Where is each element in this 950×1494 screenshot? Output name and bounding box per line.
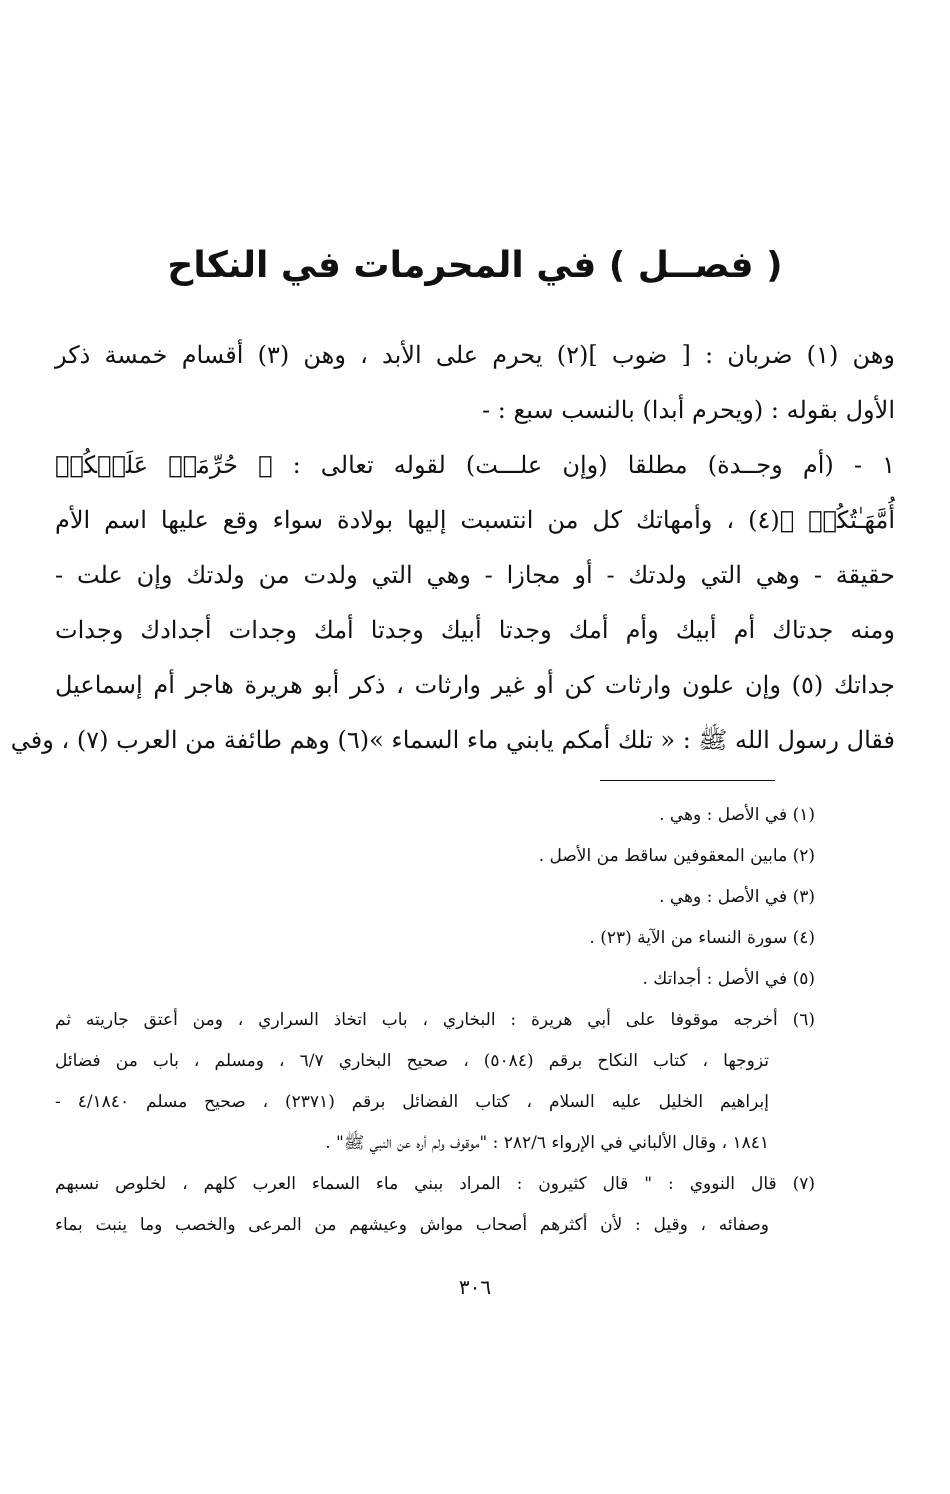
- body-line: فقال رسول الله ﷺ : « تلك أمكم يابني ماء السماء »(٦) وهم طائفة من العرب (٧) ، وفي: [10, 726, 895, 754]
- page-number: ٣٠٦: [458, 1275, 492, 1299]
- section-title: ( فصــل ) في المحرمات في النكاح: [167, 245, 783, 286]
- footnote-line: (٣) في الأصل : وهي .: [659, 887, 815, 907]
- footnote-line: (٥) في الأصل : أجداتك .: [642, 969, 815, 989]
- footnote-line: وصفائه ، وقيل : لأن أكثرهم أصحاب مواش وعيشهم من المرعى والخصب وما ينبت بماء: [55, 1215, 769, 1235]
- footnote-line: (٦) أخرجه موقوفا على أبي هريرة : البخاري ، باب اتخاذ السراري ، ومن أعتق جاريته ثم: [55, 1010, 815, 1030]
- footnote-line: تزوجها ، كتاب النكاح برقم (٥٠٨٤) ، صحيح البخاري ٦/٧ ، ومسلم ، باب من فضائل: [55, 1051, 769, 1071]
- footnote-line: (٧) قال النووي : " قال كثيرون : المراد ببني ماء السماء العرب كلهم ، لخلوص نسبهم: [55, 1174, 815, 1194]
- footnote-line: (٢) مابين المعقوفين ساقط من الأصل .: [538, 846, 815, 866]
- body-line: ١ - (أم وجــدة) مطلقا (وإن علـــت) لقوله تعالى : ﴿ حُرِّمَتۡ عَلَيۡكُمۡ: [55, 451, 895, 479]
- footnote-line: إبراهيم الخليل عليه السلام ، كتاب الفضائل برقم (٢٣٧١) ، صحيح مسلم ٤/١٨٤٠ -: [55, 1092, 769, 1112]
- body-line: حقيقة - وهي التي ولدتك - أو مجازا - وهي التي ولدت من ولدتك وإن علت -: [55, 561, 895, 589]
- footnote-divider: [600, 780, 775, 781]
- body-line: ومنه جدتاك أم أبيك وأم أمك وجدتا أبيك وجدتا أمك وجدات أجدادك وجدات: [55, 616, 895, 644]
- body-line: جداتك (٥) وإن علون وارثات كن أو غير وارثات ، ذكر أبو هريرة هاجر أم إسماعيل: [55, 671, 895, 699]
- footnote-line: (٤) سورة النساء من الآية (٢٣) .: [589, 928, 815, 948]
- footnote-line: ١٨٤١ ، وقال الألباني في الإرواء ٢٨٢/٦ : "موقوف ولم أره عن النبي ﷺ" .: [325, 1133, 769, 1153]
- main-body-text: [10, 328, 895, 768]
- body-line: الأول بقوله : (ويحرم أبدا) بالنسب سبع : -: [482, 396, 895, 424]
- body-line: أُمَّهَـٰتُكُمۡ ﴾(٤) ، وأمهاتك كل من انتسبت إليها بولادة سواء وقع عليها اسم الأم: [55, 506, 895, 534]
- footnotes: [55, 795, 815, 1246]
- body-line: وهن (١) ضربان : [ ضوب ](٢) يحرم على الأبد ، وهن (٣) أقسام خمسة ذكر: [55, 341, 895, 369]
- footnote-line: (١) في الأصل : وهي .: [659, 805, 815, 825]
